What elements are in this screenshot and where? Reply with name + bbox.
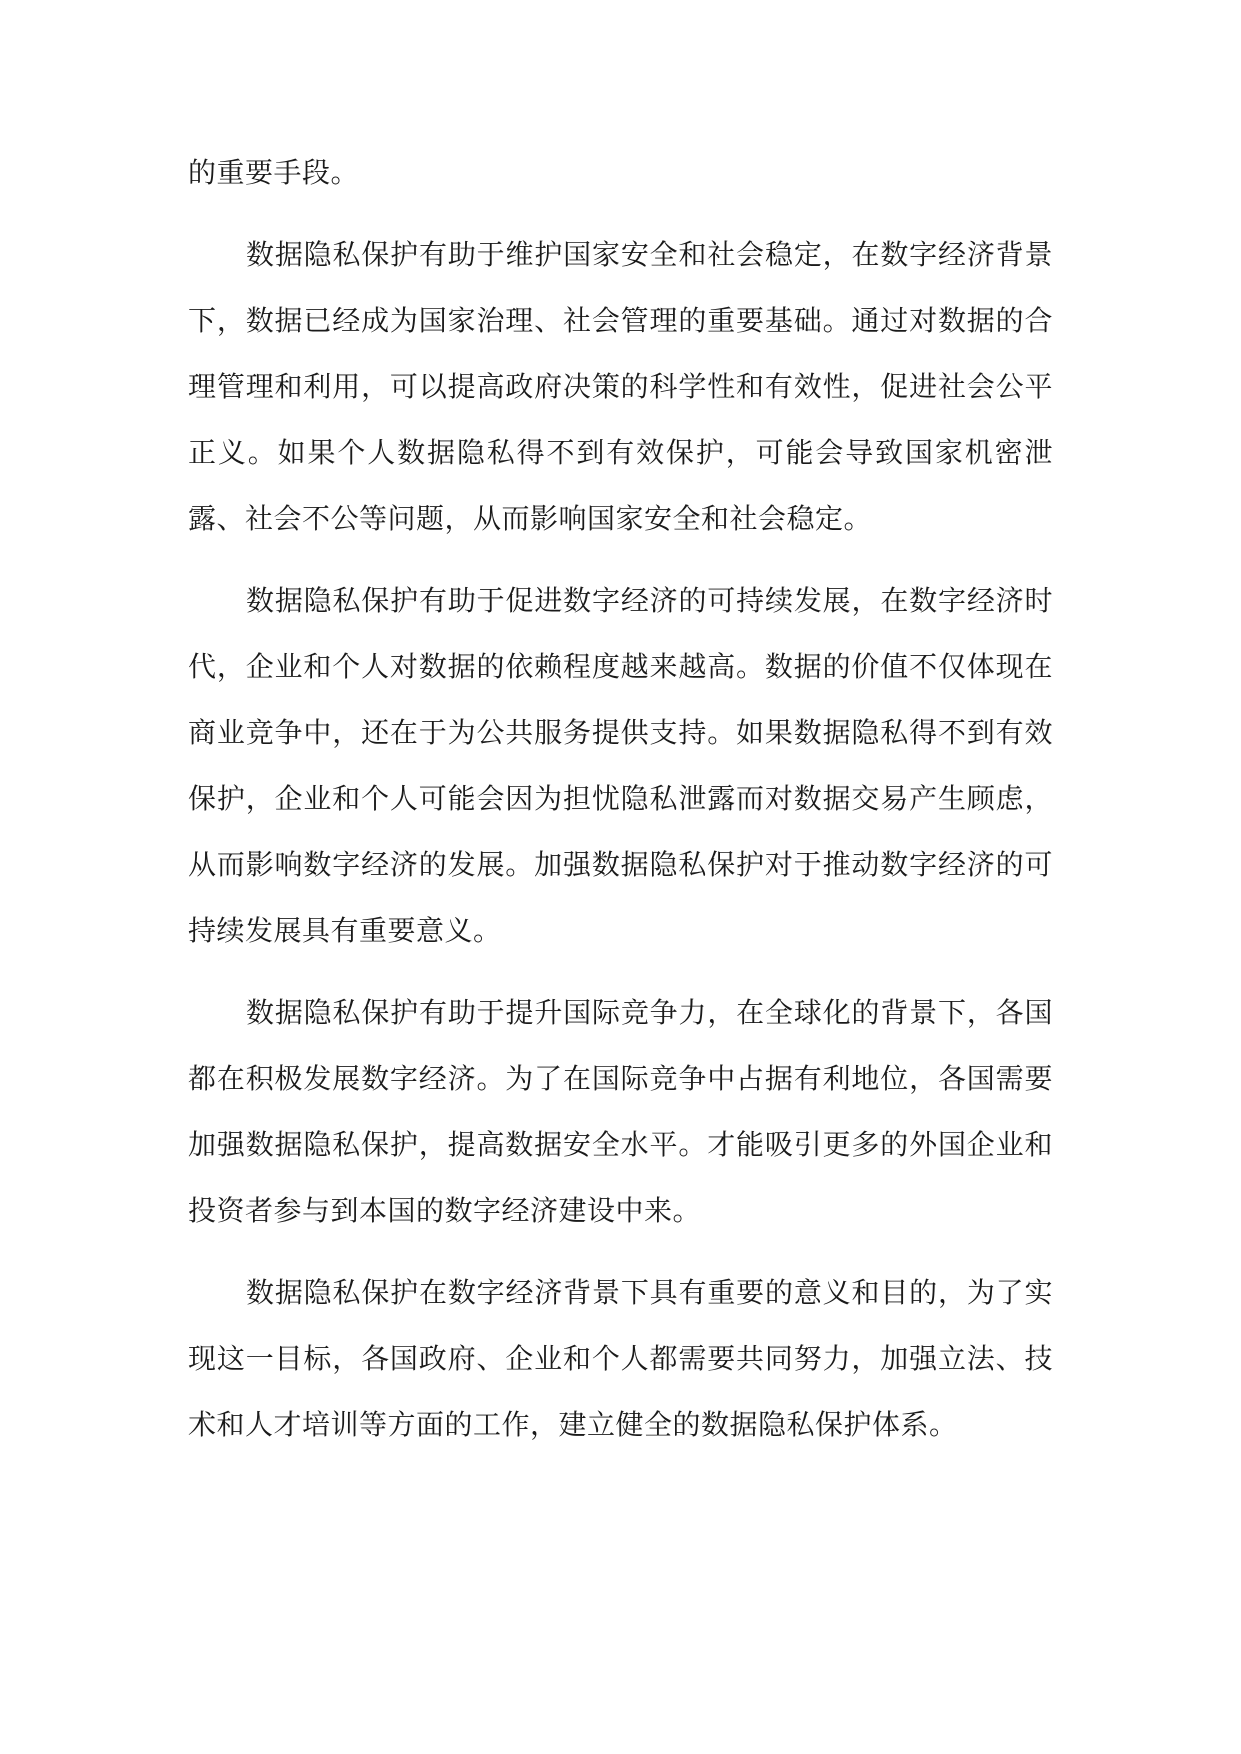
- paragraph-international-competitiveness: 数据隐私保护有助于提升国际竞争力，在全球化的背景下，各国都在积极发展数字经济。为了在国际竞争中占据有利地位，各国需要加强数据隐私保护，提高数据安全水平。才能吸引更多的外国企业和投资者参与到本国的数字经济建设中来。: [188, 996, 1053, 1227]
- body-text: [188, 140, 1053, 1474]
- paragraph-conclusion: 数据隐私保护在数字经济背景下具有重要的意义和目的，为了实现这一目标，各国政府、企业和个人都需要共同努力，加强立法、技术和人才培训等方面的工作，建立健全的数据隐私保护体系。: [188, 1276, 1053, 1441]
- paragraph-national-security: 数据隐私保护有助于维护国家安全和社会稳定，在数字经济背景下，数据已经成为国家治理、社会管理的重要基础。通过对数据的合理管理和利用，可以提高政府决策的科学性和有效性，促进社会公平正义。如果个人数据隐私得不到有效保护，可能会导致国家机密泄露、社会不公等问题，从而影响国家安全和社会稳定。: [188, 238, 1053, 535]
- paragraph-continuation: 的重要手段。: [188, 156, 360, 189]
- paragraph-sustainable-development: 数据隐私保护有助于促进数字经济的可持续发展，在数字经济时代，企业和个人对数据的依赖程度越来越高。数据的价值不仅体现在商业竞争中，还在于为公共服务提供支持。如果数据隐私得不到有效保护，企业和个人可能会因为担忧隐私泄露而对数据交易产生顾虑，从而影响数字经济的发展。加强数据隐私保护对于推动数字经济的可持续发展具有重要意义。: [188, 584, 1053, 947]
